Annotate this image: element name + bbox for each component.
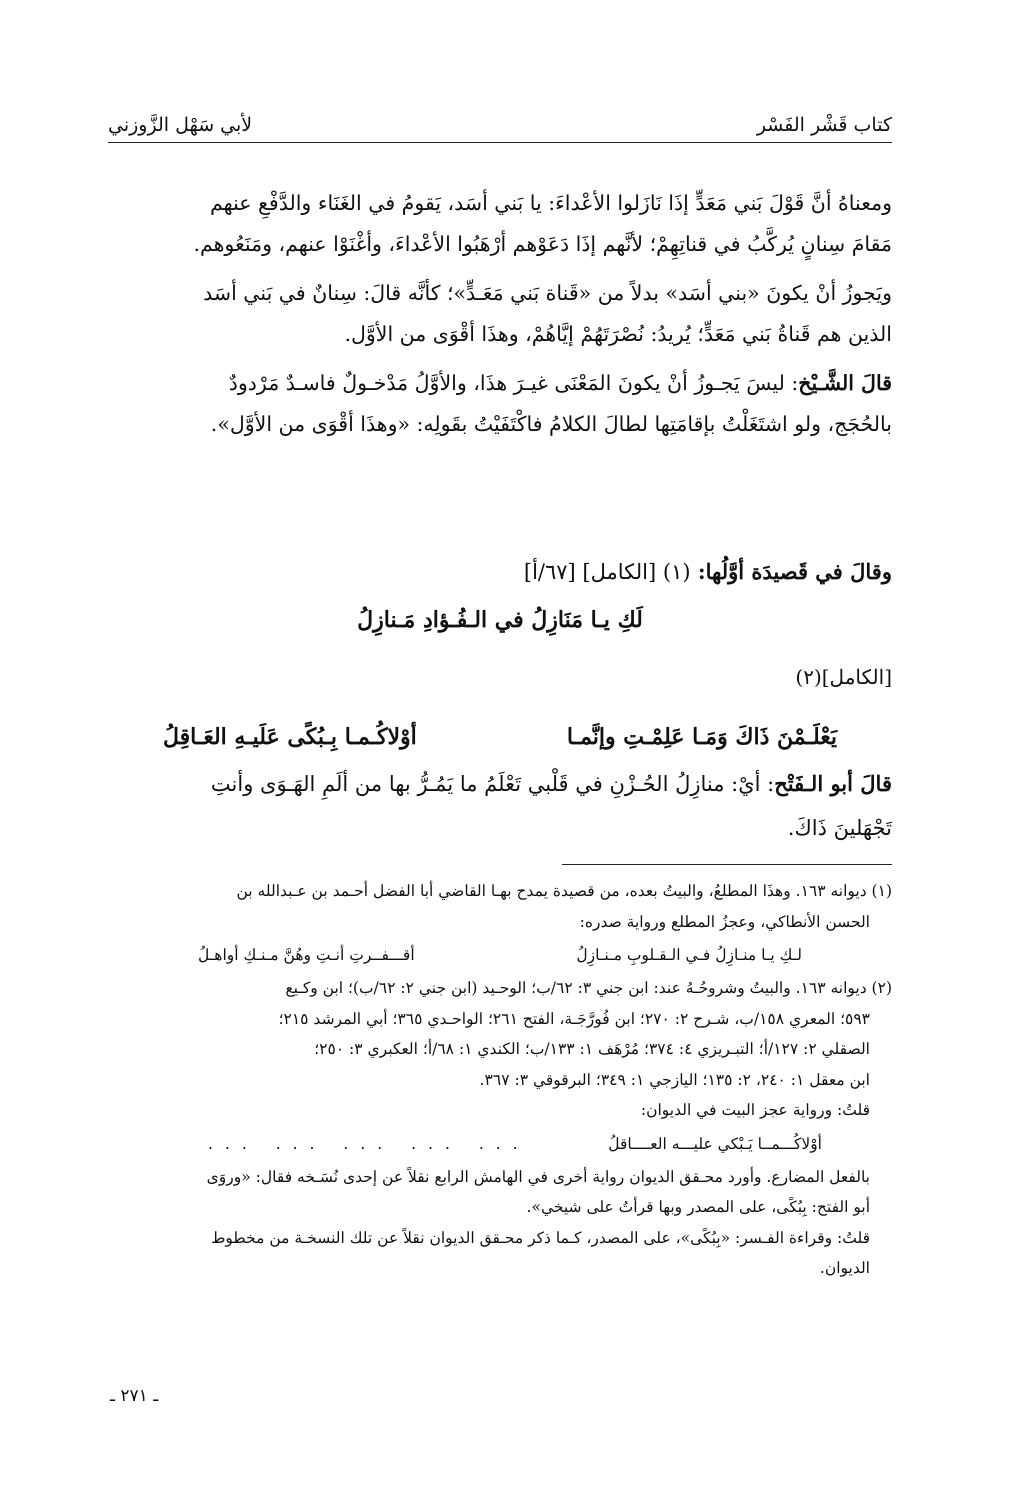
footnote-line: ٥٩٣؛ المعري ١٥٨/ب، شـرح ٢: ٢٧٠؛ ابن فُورَّجَـة، الفتح ٢٦١؛ الواحـدي ٣٦٥؛ أبي المرشد ٢١٥؛ — [278, 1009, 870, 1028]
footnote-line: بالفعل المضارع. وأورد محـقق الديوان رواية أخرى في الهامش الرابع نقلاً عن إحدى نُسَـخه فقال: «وروَى — [206, 1167, 870, 1186]
running-header — [108, 104, 892, 143]
footnote-line: الحسن الأنطاكي، وعجزُ المطلع ورواية صدره: — [579, 912, 870, 931]
text-line: تَجْهَلينَ ذَاكَ. — [787, 816, 892, 840]
intro-text: وقالَ في قَصيدَة أوَّلُها: — [697, 559, 892, 584]
footnote-verse — [108, 1126, 892, 1162]
speaker-name: قالَ الشَّـيْخ — [798, 371, 892, 395]
verse-second-hemistich: أقـــفــرتِ أنـتِ وهُنَّ مـنـكِ أواهـلُ — [198, 946, 415, 964]
text-line: مَقامَ سِنانٍ يُركَّبُ في قناتِهِمْ؛ لأنَّهم إذَا دَعَوْهم أرْهَبُوا الأعْداءَ، وأغْنَوْا عنهم، ومَنَعُوهم. — [193, 232, 892, 256]
footnote-line: (٢) ديوانه ١٦٣. والبيتُ وشروحُـهُ عند: ابن جني ٣: ٦٢/ب؛ الوحـيد (ابن جني ٢: ٦٢/ب)؛ ابن وكـيع — [285, 979, 892, 997]
footnote-line: قلتُ: ورواية عجز البيت في الديوان: — [640, 1101, 870, 1119]
footnotes — [108, 876, 892, 1284]
verse-second-hemistich: أوْلاكُـمـا بِـبُكًى عَلَيـهِ العَـاقِلُ — [163, 724, 417, 750]
poem-intro — [108, 548, 892, 596]
footnote-line: الديوان. — [819, 1259, 870, 1277]
intro-refs: (١) [الكامل] [٦٧/أ] — [523, 560, 691, 584]
text-span: : ليسَ يَجـوزُ أنْ يكونَ المَعْنَى غيـرَ هذَا، والأوَّلُ مَدْخـولٌ فاسـدٌ مَرْدودٌ — [228, 371, 799, 395]
text-line — [108, 762, 892, 806]
main-text — [108, 183, 892, 445]
speaker-name: قالَ أبو الـفَتْح — [774, 771, 892, 796]
text-line: بالحُجَج، ولو اشتَغَلْتُ بإقامَتِها لطالَ الكلامُ فاكْتَفَيْتُ بقَولِه: «وهذَا أقْوَى من الأوَّل». — [210, 412, 892, 436]
meter-label: [الكامل](٢) — [795, 665, 892, 689]
footnote-line: قلتُ: وقراءة الفـسر: «بِبُكًى»، على المصدر، كـما ذكر محـقق الديوان نقلاً عن تلك النسخـة من مخطوط — [211, 1228, 870, 1247]
book-title: كتاب قَشْر الفَسْر — [756, 114, 892, 136]
text-line — [108, 363, 892, 404]
ellipsis-hemistich: ... ... ... ... ... — [208, 1134, 530, 1153]
text-span: : أيْ: منازِلُ الحُـزْنِ في قَلْبي تَعْلَمُ ما يَمُـرُّ بها من ألَمِ الهَـوَى وأنتِ — [210, 772, 775, 796]
footnote-line: ابن معقل ١: ٢٤٠، ٢: ١٣٥؛ اليازجي ١: ٣٤٩؛ البرقوقي ٣: ٣٦٧. — [479, 1070, 870, 1089]
text-line: ومعناهُ أنَّ قَوْلَ بَني مَعَدٍّ إذَا نَازَلوا الأعْداءَ: يا بَني أسَد، يَقومُ في الغَنَاء والدَّفْعِ عنهم — [209, 191, 892, 215]
text-line: ويَجوزُ أنْ يكونَ «بني أسَد» بدلاً من «قَناة بَني مَعَـدٍّ»؛ كأنَّه قالَ: سِنانٌ في بَني أسَد — [203, 281, 892, 305]
text-line: الذين هم قَناةُ بَني مَعَدٍّ؛ يُريدُ: نُصْرَتَهُمْ إيَّاهُمْ، وهذَا أقْوَى من الأوَّل. — [344, 322, 892, 346]
author-title: لأبي سَهْل الزَّوزني — [108, 114, 253, 136]
verse-second-hemistich: أوْلاكُـــمــا يَـبْكي عليـــه العــــاقلُ — [608, 1134, 822, 1153]
poem-section — [108, 548, 892, 850]
footnote-verse — [108, 937, 892, 973]
page-number: ـ ٢٧١ ـ — [110, 1386, 159, 1406]
verse-first-hemistich: لـكِ يـا منـازِلُ فـي الـقـلوبِ مـنـازِلُ — [576, 946, 802, 964]
footnote-line: الصقلي ٢: ١٢٧/أ؛ التبـريزي ٤: ٣٧٤؛ مُرْهَف ١: ١٣٣/ب؛ الكندي ١: ٦٨/أ؛ العكبري ٣: ٢٥٠؛ — [314, 1040, 870, 1058]
opening-hemistich: لَكِ يـا مَنَازِلُ في الـفُـؤادِ مَـنازِلُ — [357, 607, 643, 633]
poem-verse — [108, 712, 892, 762]
commentary — [108, 762, 892, 850]
verse-first-hemistich: يَعْلَـمْنَ ذَاكَ وَمَـا عَلِمْـتِ وإنَّمـا — [566, 724, 837, 750]
footnote-rule — [562, 864, 892, 865]
footnote-line: أبو الفتح: بِبُكًى، على المصدر وبها قرأتُ على شيخي». — [526, 1198, 870, 1216]
footnote-line: (١) ديوانه ١٦٣. وهذَا المطلعُ، والبيتُ بعده، من قصيدة يمدح بهـا القاضي أبا الفضل أحـمد بن عـبدالله بن — [236, 882, 892, 900]
